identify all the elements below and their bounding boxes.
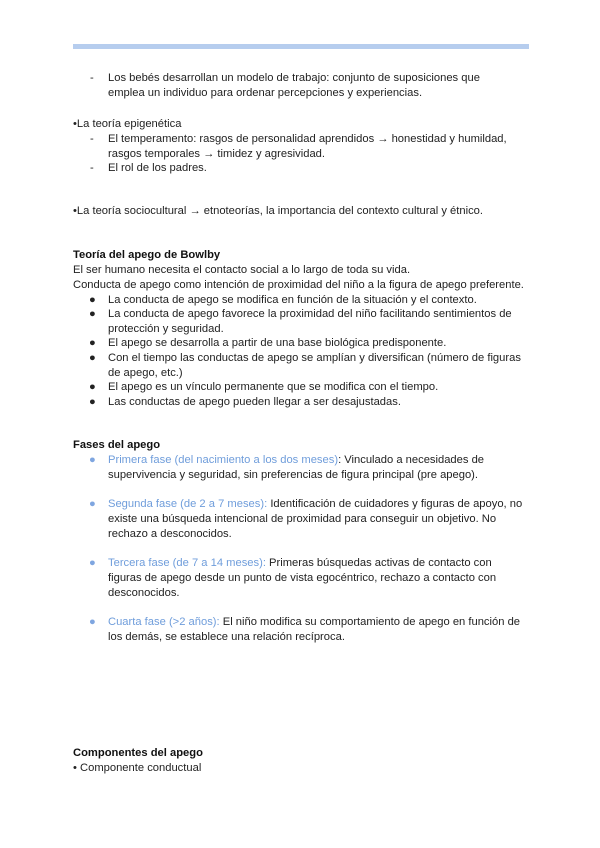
bullet-text: El apego se desarrolla a partir de una base biológica predisponente. bbox=[108, 337, 447, 349]
bullet-marker: ● bbox=[89, 454, 96, 466]
phase-text bbox=[108, 497, 528, 542]
phase-description: El niño modifica su comportamiento de apego en función de los demás, se establece una relación recíproca. bbox=[108, 616, 521, 643]
bullet-text: La conducta de apego se modifica en función de la situación y el contexto. bbox=[108, 294, 477, 306]
phase-label: Tercera fase (de 7 a 14 meses): bbox=[108, 557, 266, 569]
list-item: • Componente conductual bbox=[73, 762, 202, 774]
bullet-marker: ● bbox=[89, 498, 96, 510]
list-item-text: Los bebés desarrollan un modelo de trabajo: conjunto de suposiciones que emplea un individuo para ordenar percepciones y experiencias. bbox=[108, 72, 480, 99]
bullet-text: Con el tiempo las conductas de apego se amplían y diversifican (número de figuras de apego, etc.) bbox=[108, 352, 521, 379]
phase-label: Cuarta fase (>2 años): bbox=[108, 616, 220, 628]
bullet-marker: ● bbox=[89, 396, 96, 408]
phase-description: Primeras búsquedas activas de contacto con figuras de apego desde un punto de vista egocéntrico, rechazo a contacto con desconocidos. bbox=[108, 557, 497, 599]
phase-label: Primera fase (del nacimiento a los dos meses) bbox=[108, 454, 339, 466]
dash-marker: - bbox=[90, 72, 94, 84]
list-item-text: El temperamento: rasgos de personalidad aprendidos → honestidad y humildad, rasgos temporales → timidez y agresividad. bbox=[108, 133, 507, 160]
bullet-marker: ● bbox=[89, 616, 96, 628]
list-item-text: El rol de los padres. bbox=[108, 162, 207, 174]
dash-marker: - bbox=[90, 162, 94, 174]
bullet-marker: ● bbox=[89, 381, 96, 393]
bullet-text: La conducta de apego favorece la proximidad del niño facilitando sentimientos de protección y seguridad. bbox=[108, 308, 512, 335]
bullet-marker: ● bbox=[89, 294, 96, 306]
section-title-epigenetic: •La teoría epigenética bbox=[73, 118, 182, 130]
phase-description: : Vinculado a necesidades de supervivencia y seguridad, sin preferencias de figura principal (pre apego). bbox=[108, 454, 485, 481]
paragraph: El ser humano necesita el contacto social a lo largo de toda su vida. bbox=[73, 264, 411, 276]
bullet-text: El apego es un vínculo permanente que se modifica con el tiempo. bbox=[108, 381, 439, 393]
bullet-marker: ● bbox=[89, 308, 96, 320]
section-title-sociocultural: •La teoría sociocultural → etnoteorías, la importancia del contexto cultural y étnico. bbox=[73, 205, 483, 217]
dash-marker: - bbox=[90, 133, 94, 145]
bullet-text: Las conductas de apego pueden llegar a ser desajustadas. bbox=[108, 396, 401, 408]
paragraph: Conducta de apego como intención de proximidad del niño a la figura de apego preferente. bbox=[73, 279, 524, 291]
phase-label: Segunda fase (de 2 a 7 meses): bbox=[108, 498, 268, 510]
bullet-marker: ● bbox=[89, 352, 96, 364]
phase-text bbox=[108, 615, 528, 645]
phase-text bbox=[108, 453, 528, 483]
heading-phases: Fases del apego bbox=[73, 439, 161, 451]
heading-components: Componentes del apego bbox=[73, 747, 203, 759]
phase-description: Identificación de cuidadores y figuras de apoyo, no existe una búsqueda intencional de proximidad para conseguir un objetivo. No rechazo a desconocidos. bbox=[108, 498, 523, 540]
bullet-marker: ● bbox=[89, 337, 96, 349]
header-rule bbox=[73, 44, 529, 49]
bullet-marker: ● bbox=[89, 557, 96, 569]
heading-bowlby: Teoría del apego de Bowlby bbox=[73, 249, 221, 261]
phase-text bbox=[108, 556, 528, 601]
